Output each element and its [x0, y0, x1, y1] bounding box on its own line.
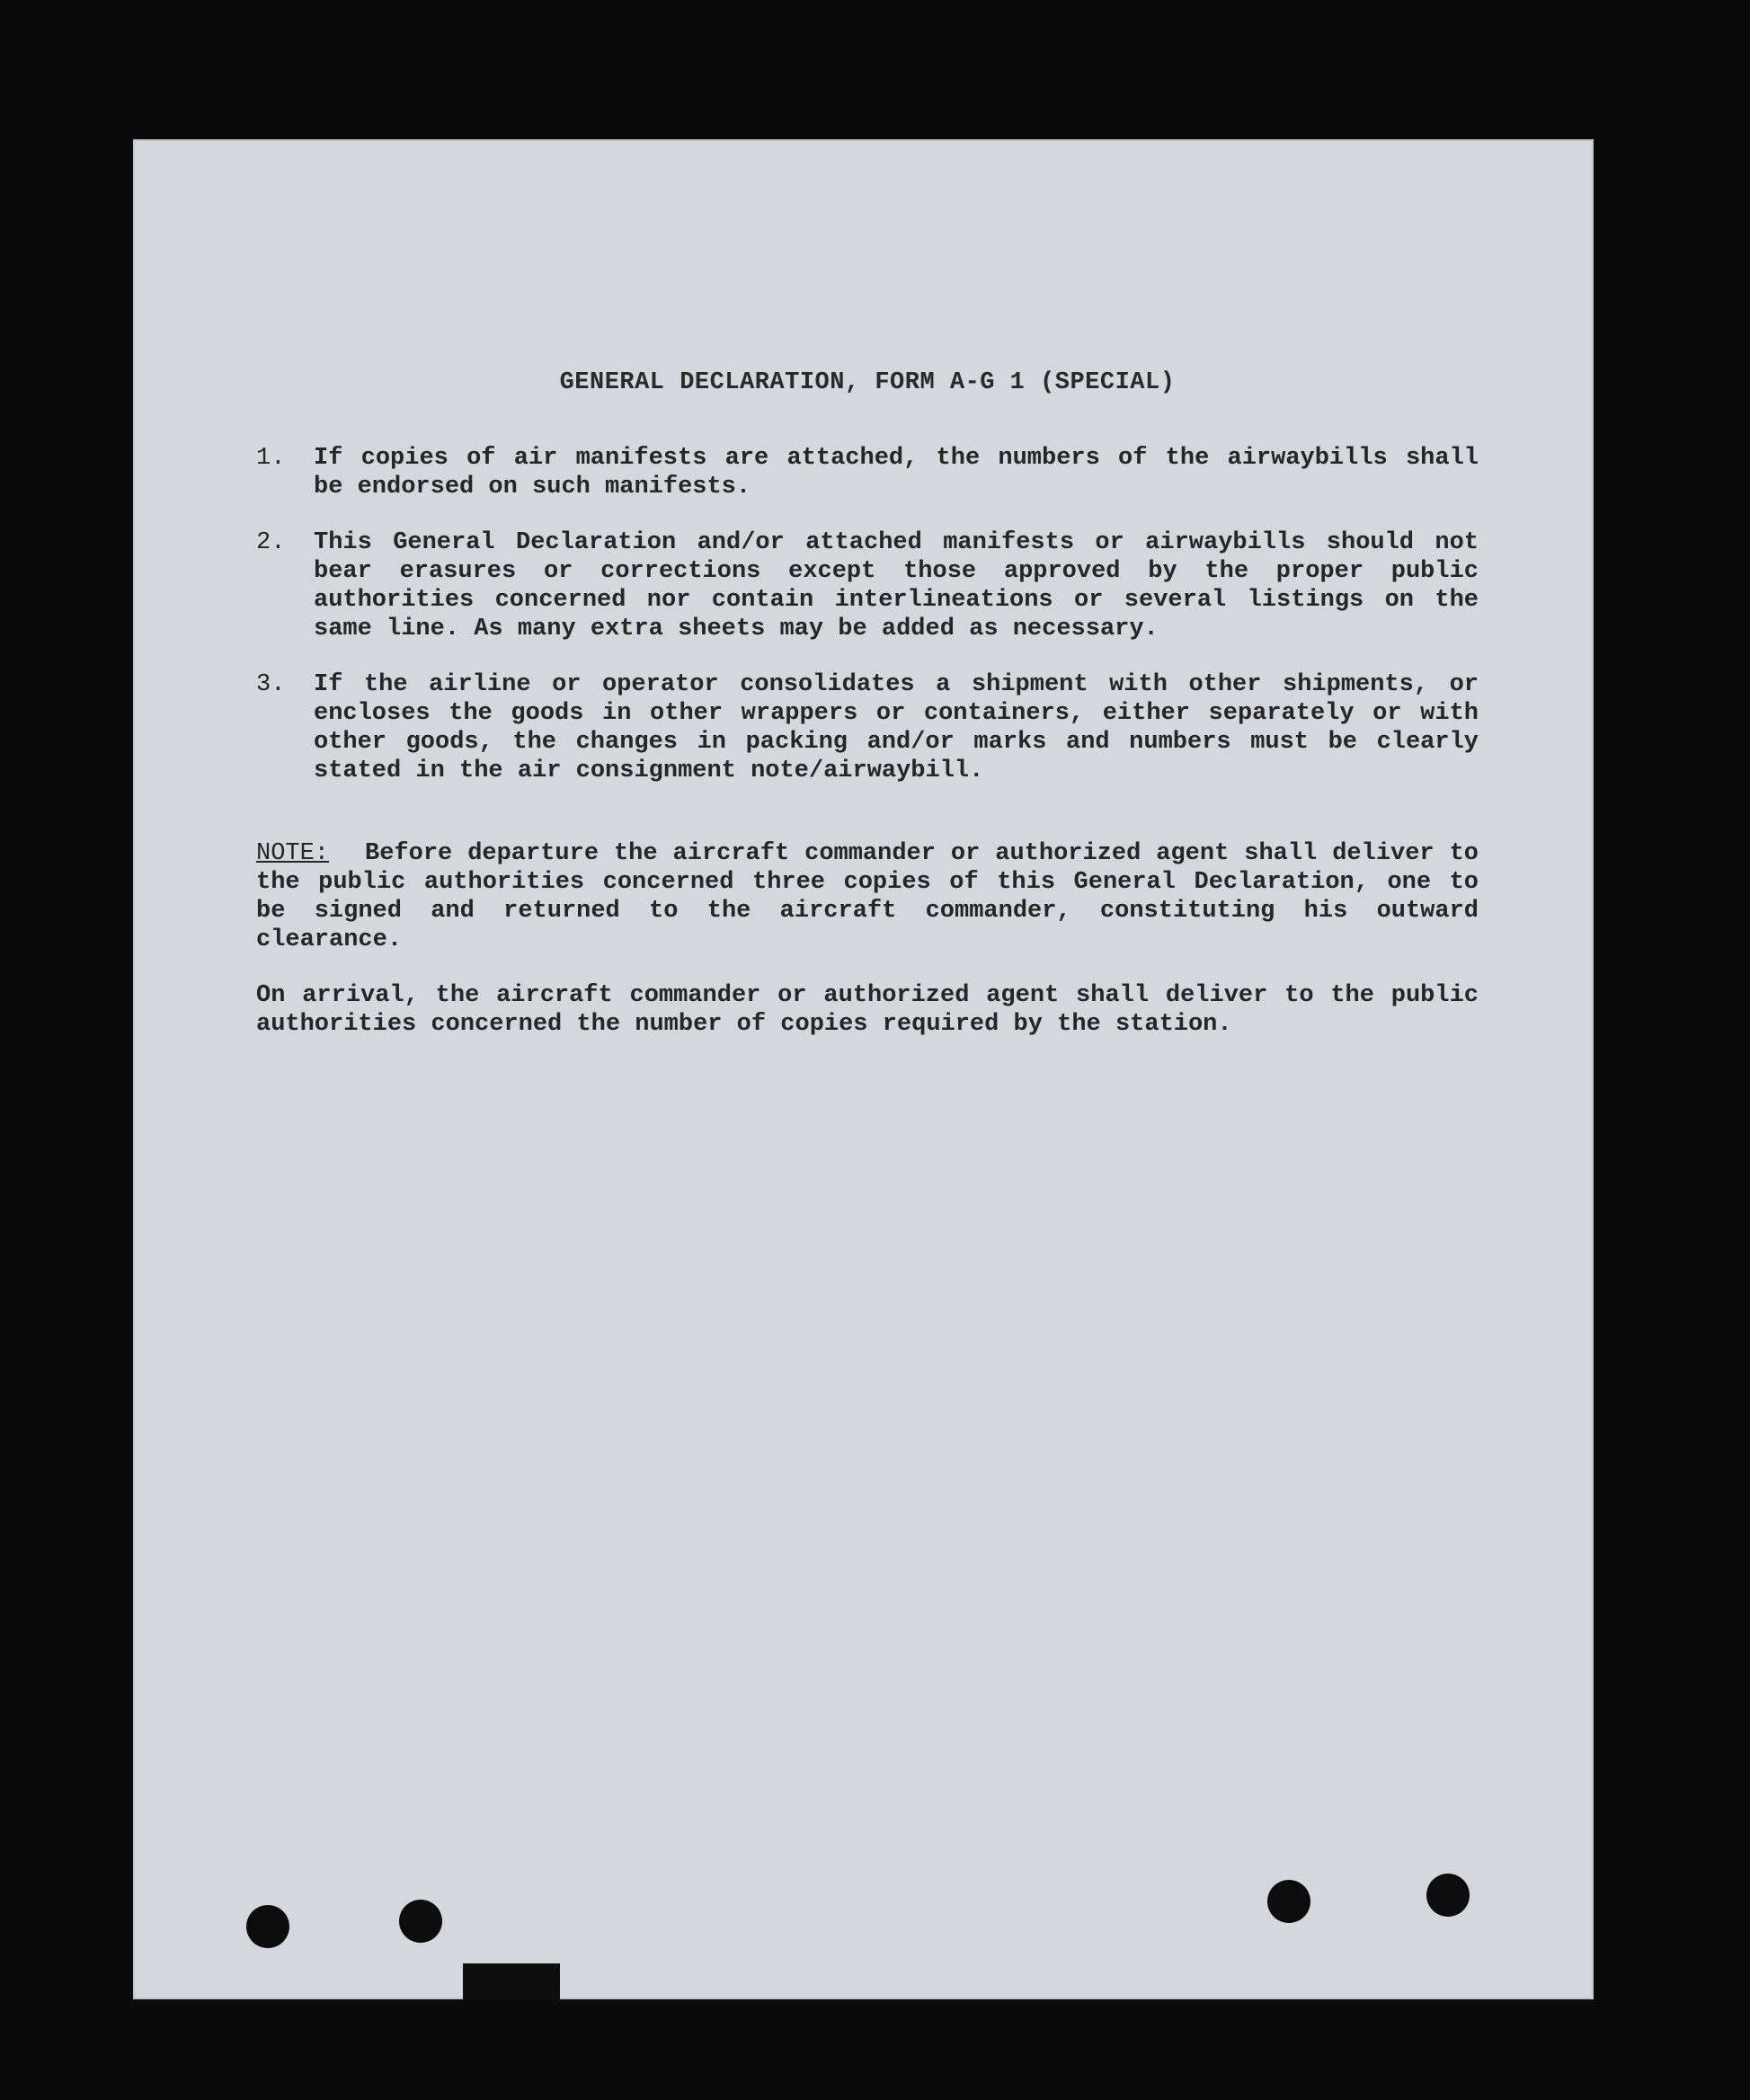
arrival-paragraph: On arrival, the aircraft commander or authorized agent shall deliver to the public authorities concerned the number of copies required by the station. [256, 982, 1479, 1038]
item-text: This General Declaration and/or attached manifests or airwaybills should not bear erasures or corrections except those approved by the proper public authorities concerned nor contain interlineations or several listings on the same line. As many extra sheets may be added as necessary. [314, 529, 1479, 642]
document-title: GENERAL DECLARATION, FORM A-G 1 (SPECIAL) [559, 369, 1176, 396]
punch-hole [399, 1900, 442, 1943]
punch-hole [246, 1905, 289, 1948]
item-text: If the airline or operator consolidates a shipment with other shipments, or encloses the goods in other wrappers or containers, either separately or with other goods, the changes in packing and/or marks and numbers must be clearly stated in the air consignment note/airwaybill. [314, 671, 1479, 784]
instruction-item [256, 670, 1479, 785]
note-text: Before departure the aircraft commander or authorized agent shall deliver to the public authorities concerned three copies of this General Declaration, one to be signed and returned to the aircraft commander, constituting his outward clearance. [256, 840, 1479, 953]
item-number: 3. [256, 671, 286, 698]
note-label: NOTE: [256, 840, 330, 867]
item-number: 1. [256, 445, 286, 472]
note-paragraph [256, 839, 1479, 954]
item-text: If copies of air manifests are attached, the numbers of the airwaybills shall be endorsed on such manifests. [314, 445, 1479, 501]
instruction-item [256, 444, 1479, 501]
instruction-item [256, 528, 1479, 643]
item-number: 2. [256, 529, 286, 556]
declaration-document [256, 368, 1479, 1039]
punch-hole [1426, 1874, 1470, 1917]
clip-mark [463, 1963, 560, 1999]
punch-hole [1267, 1880, 1310, 1923]
